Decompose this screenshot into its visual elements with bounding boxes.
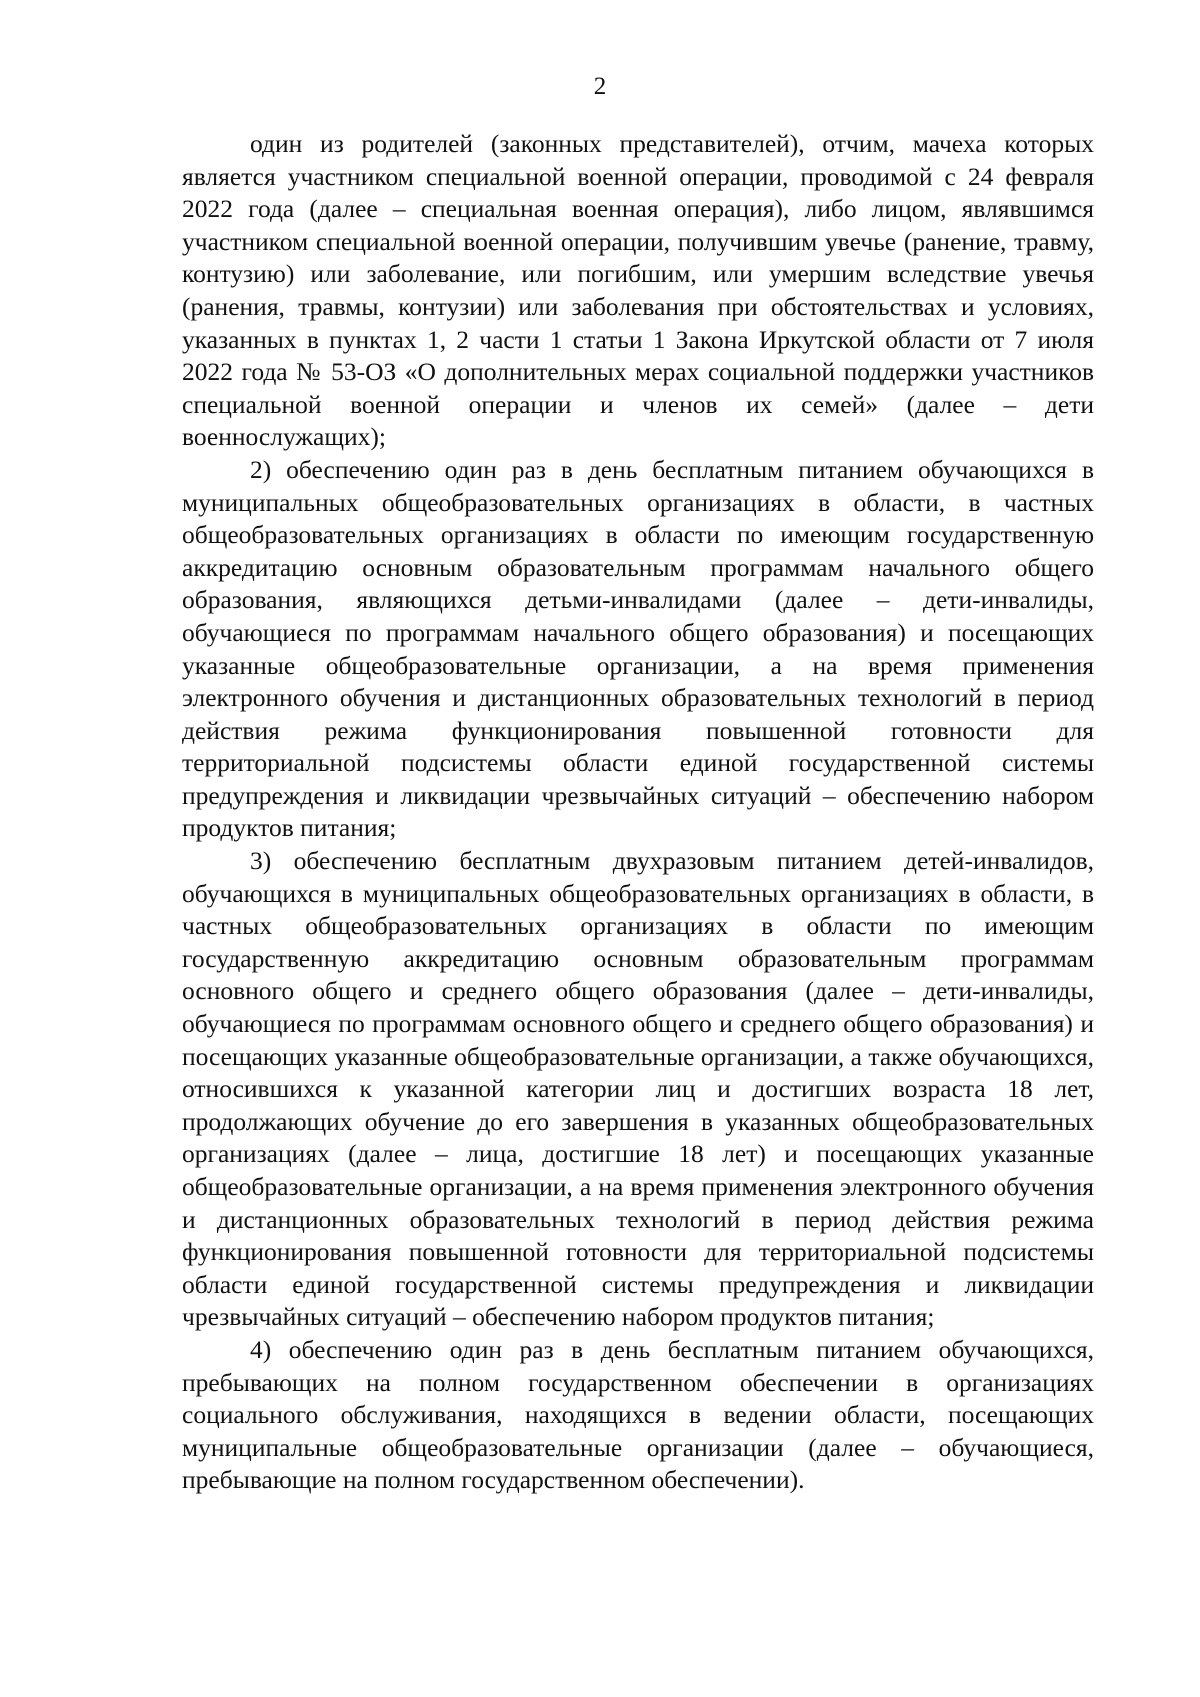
document-body [182, 128, 1094, 1497]
paragraph-item-2: 2) обеспечению один раз в день бесплатным питанием обучающихся в муниципальных общеобразовательных организациях в области, в частных общеобразовательных организациях в области по имеющим государственную аккредитацию основным образовательным программам начального общего образования, являющихся детьми-инвалидами (далее – дети-инвалиды, обучающиеся по программам начального общего образования) и посещающих указанные общеобразовательные организации, а на время применения электронного обучения и дистанционных образовательных технологий в период действия режима функционирования повышенной готовности для территориальной подсистемы области единой государственной системы предупреждения и ликвидации чрезвычайных ситуаций – обеспечению набором продуктов питания; [182, 454, 1094, 843]
paragraph-item-3: 3) обеспечению бесплатным двухразовым питанием детей-инвалидов, обучающихся в муниципальных общеобразовательных организациях в области, в частных общеобразовательных организациях в области по имеющим государственную аккредитацию основным образовательным программам основного общего и среднего общего образования (далее – дети-инвалиды, обучающиеся по программам основного общего и среднего общего образования) и посещающих указанные общеобразовательные организации, а также обучающихся, относившихся к указанной категории лиц и достигших возраста 18 лет, продолжающих обучение до его завершения в указанных общеобразовательных организациях (далее – лица, достигшие 18 лет) и посещающих указанные общеобразовательные организации, а на время применения электронного обучения и дистанционных образовательных технологий в период действия режима функционирования повышенной готовности для территориальной подсистемы области единой государственной системы предупреждения и ликвидации чрезвычайных ситуаций – обеспечению набором продуктов питания; [182, 846, 1094, 1332]
page-number: 2 [593, 73, 607, 100]
paragraph-item-4: 4) обеспечению один раз в день бесплатным питанием обучающихся, пребывающих на полном государственном обеспечении в организациях социального обслуживания, находящихся в ведении области, посещающих муниципальные общеобразовательные организации (далее – обучающиеся, пребывающие на полном государственном обеспечении). [182, 1334, 1094, 1495]
paragraph-continuation: один из родителей (законных представителей), отчим, мачеха которых является участником специальной военной операции, проводимой с 24 февраля 2022 года (далее – специальная военная операция), либо лицом, являвшимся участником специальной военной операции, получившим увечье (ранение, травму, контузию) или заболевание, или погибшим, или умершим вследствие увечья (ранения, травмы, контузии) или заболевания при обстоятельствах и условиях, указанных в пунктах 1, 2 части 1 статьи 1 Закона Иркутской области от 7 июля 2022 года № 53-ОЗ «О дополнительных мерах социальной поддержки участников специальной военной операции и членов их семей» (далее – дети военнослужащих); [182, 129, 1094, 452]
